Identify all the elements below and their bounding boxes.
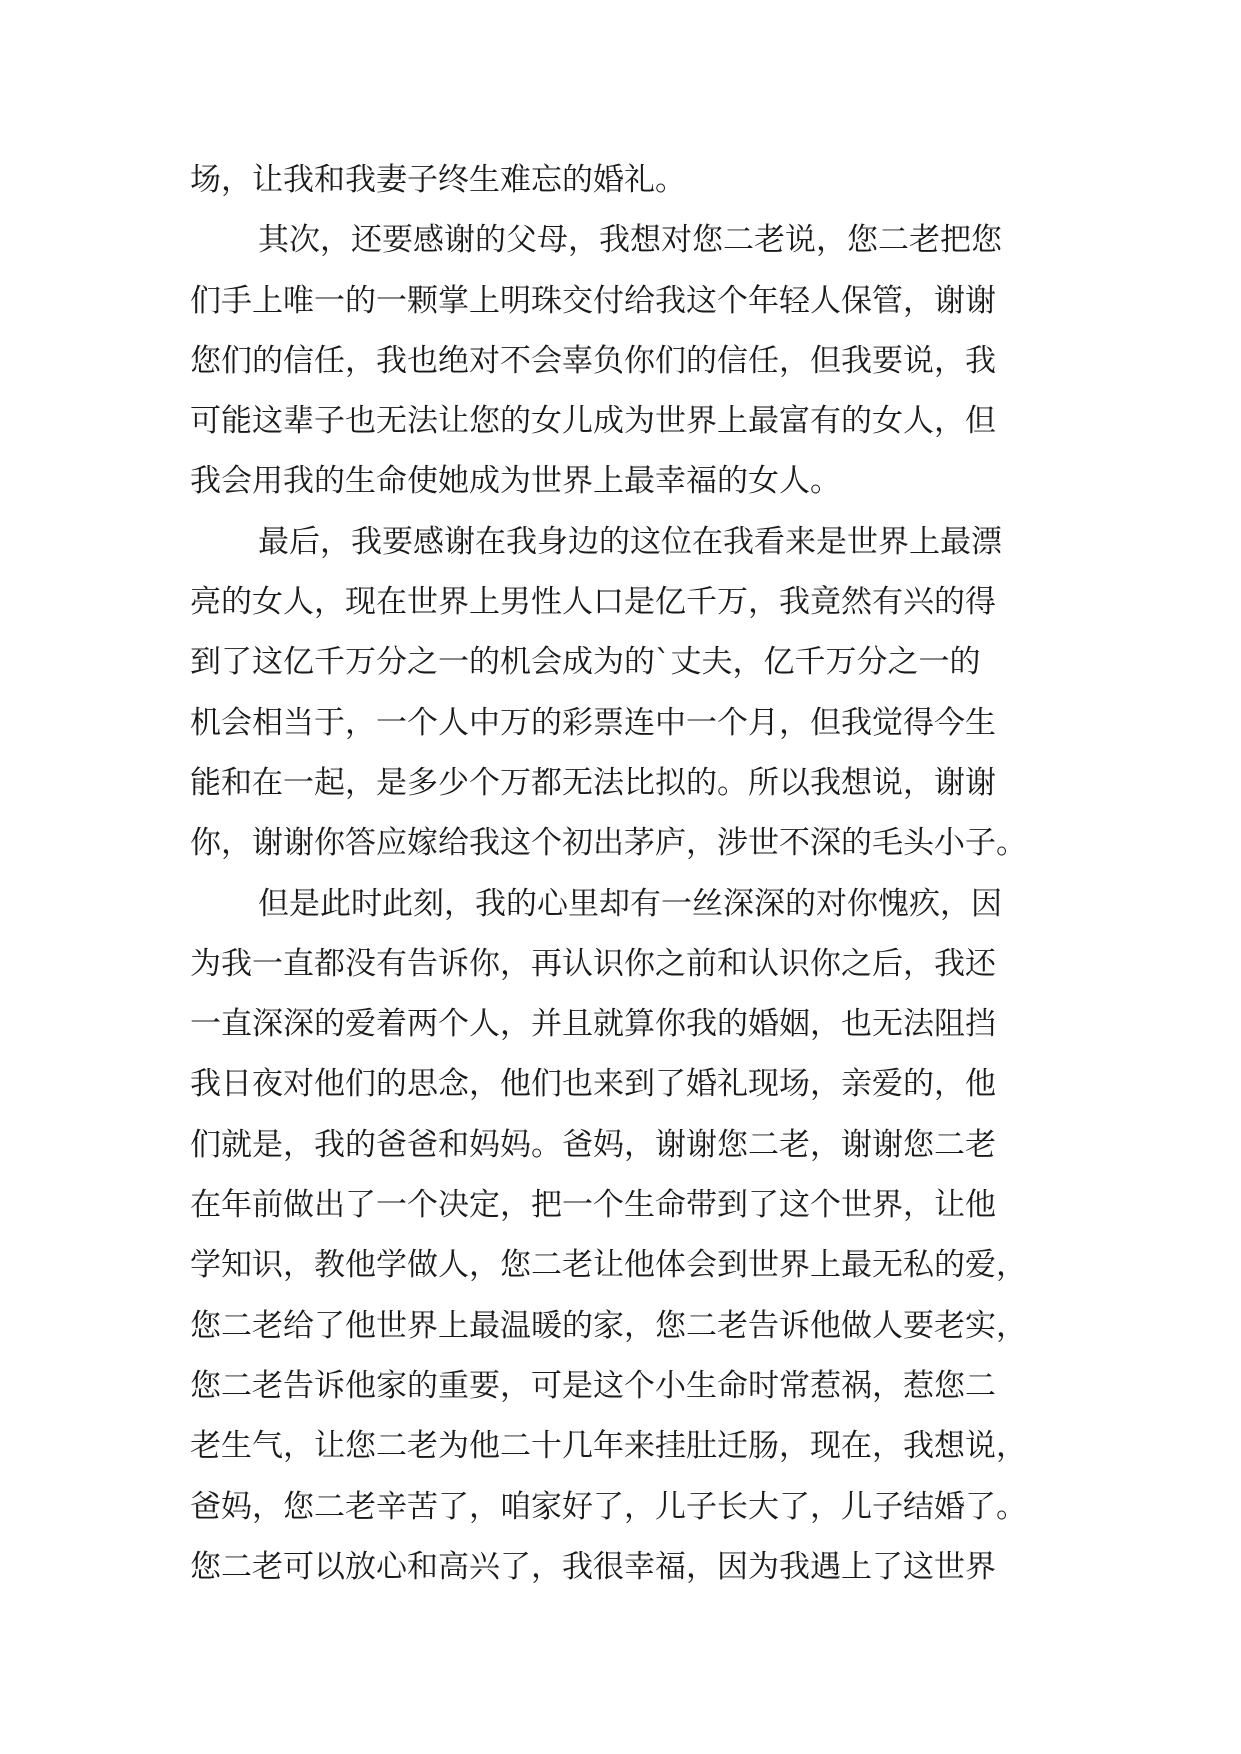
text-line: 在年前做出了一个决定，把一个生命带到了这个世界，让他 <box>190 1187 996 1224</box>
text-line: 场，让我和我妻子终生难忘的婚礼。 <box>190 162 686 198</box>
text-line: 老生气，让您二老为他二十几年来挂肚迁肠，现在，我想说， <box>190 1428 1027 1465</box>
text-line: 爸妈，您二老辛苦了，咱家好了，儿子长大了，儿子结婚了。 <box>190 1488 1027 1525</box>
text-line: 到了这亿千万分之一的机会成为的`丈夫，亿千万分之一的 <box>190 644 981 681</box>
text-line: 您二老告诉他家的重要，可是这个小生命时常惹祸，惹您二 <box>190 1367 996 1404</box>
text-line: 我日夜对他们的思念，他们也来到了婚礼现场，亲爱的，他 <box>190 1066 996 1103</box>
paragraph-first-line: 最后，我要感谢在我身边的这位在我看来是世界上最漂 <box>258 523 1002 560</box>
paragraph-first-line: 但是此时此刻，我的心里却有一丝深深的对你愧疚，因 <box>258 885 1002 922</box>
text-line: 能和在一起，是多少个万都无法比拟的。所以我想说，谢谢 <box>190 764 996 801</box>
body-text <box>190 150 1050 1597</box>
paragraph-first-line: 其次，还要感谢的父母，我想对您二老说，您二老把您 <box>258 222 1002 259</box>
text-line: 们手上唯一的一颗掌上明珠交付给我这个年轻人保管，谢谢 <box>190 282 996 319</box>
text-line: 你，谢谢你答应嫁给我这个初出茅庐，涉世不深的毛头小子。 <box>190 825 1027 862</box>
text-line: 您二老给了他世界上最温暖的家，您二老告诉他做人要老实， <box>190 1307 1027 1344</box>
text-line: 您二老可以放心和高兴了，我很幸福，因为我遇上了这世界 <box>190 1548 996 1585</box>
text-line: 一直深深的爱着两个人，并且就算你我的婚姻，也无法阻挡 <box>190 1006 996 1043</box>
text-line: 您们的信任，我也绝对不会辜负你们的信任，但我要说，我 <box>190 342 996 379</box>
text-line: 我会用我的生命使她成为世界上最幸福的女人。 <box>190 463 841 500</box>
text-line: 学知识，教他学做人，您二老让他体会到世界上最无私的爱， <box>190 1247 1027 1284</box>
text-line: 们就是，我的爸爸和妈妈。爸妈，谢谢您二老，谢谢您二老 <box>190 1126 996 1163</box>
text-line: 机会相当于，一个人中万的彩票连中一个月，但我觉得今生 <box>190 704 996 741</box>
text-line: 亮的女人，现在世界上男性人口是亿千万，我竟然有兴的得 <box>190 584 996 621</box>
text-line: 可能这辈子也无法让您的女儿成为世界上最富有的女人，但 <box>190 403 996 440</box>
text-line: 为我一直都没有告诉你，再认识你之前和认识你之后，我还 <box>190 945 996 982</box>
